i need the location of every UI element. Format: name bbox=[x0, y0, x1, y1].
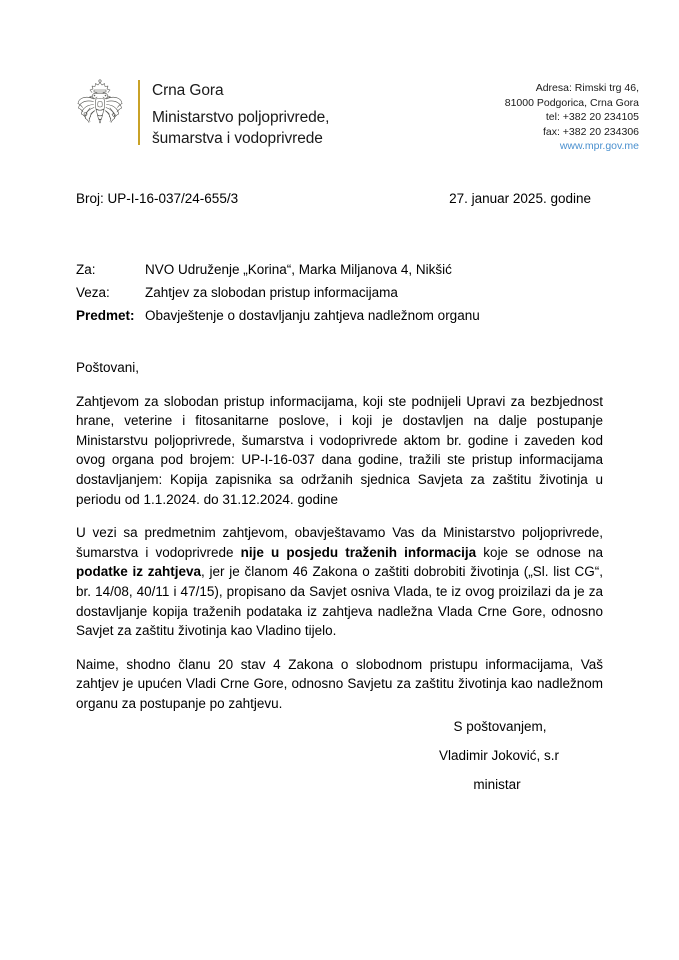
reference-value: Zahtjev za slobodan pristup informacijama bbox=[145, 285, 398, 300]
addressing-block bbox=[76, 258, 616, 327]
document-date: 27. januar 2025. godine bbox=[449, 191, 591, 206]
paragraph-2-text-1: U vezi sa predmetnim zahtjevom, obavještavamo Vas da Ministarstvo poljoprivrede, šumarstva i vodoprivrede bbox=[76, 525, 603, 560]
body-paragraph-3: Naime, shodno članu 20 stav 4 Zakona o slobodnom pristupu informacijama, Vaš zahtjev je upućen Vladi Crne Gore, odnosno Savjetu za zaštitu životinja kao nadležnom organu za postupanje po zahtjevu. bbox=[76, 656, 603, 711]
paragraph-2-emphasis-2: podatke iz zahtjeva bbox=[76, 564, 202, 580]
reference-row bbox=[76, 281, 616, 304]
document-number: Broj: UP-I-16-037/24-655/3 bbox=[76, 191, 239, 206]
letterhead-titles bbox=[152, 78, 329, 149]
recipient-label: Za: bbox=[76, 262, 96, 277]
reference-line bbox=[76, 190, 603, 208]
subject-label: Predmet: bbox=[76, 308, 135, 323]
letterhead-contact bbox=[505, 81, 639, 154]
contact-telephone: tel: +382 20 234105 bbox=[545, 111, 639, 123]
salutation: Poštovani, bbox=[76, 360, 140, 375]
subject-row bbox=[76, 304, 616, 327]
ministry-name-line-1: Ministarstvo poljoprivrede, bbox=[152, 109, 330, 126]
ministry-name-line-2: šumarstva i vodoprivrede bbox=[152, 130, 323, 147]
letter-body bbox=[76, 358, 603, 714]
contact-address-line-1: Adresa: Rimski trg 46, bbox=[535, 82, 639, 94]
contact-fax: fax: +382 20 234306 bbox=[542, 125, 639, 138]
montenegro-coat-of-arms-icon bbox=[72, 78, 128, 144]
paragraph-2-text-2: koje se odnose na bbox=[476, 544, 603, 560]
signature-block bbox=[380, 712, 610, 799]
reference-label: Veza: bbox=[76, 285, 110, 300]
body-paragraph-1: Zahtjevom za slobodan pristup informacijama, koji ste podnijeli Upravi za bezbjednost hrane, veterine i fitosanitarne poslove, i koji je dostavljen na dalje postupanje Ministarstvu poljoprivrede, šumarstva i vodoprivrede aktom br. godine i zaveden kod ovog organa pod brojem: UP-I-16-037 dana godine, tražili ste pristup informacijama dostavljanjem: Kopija zapisnika sa održanih sjednica Savjeta za zaštitu životinja u periodu od 1.1.2024. do 31.12.2024. godine bbox=[76, 393, 603, 507]
body-paragraph-2 bbox=[76, 523, 603, 641]
signature-closing: S poštovanjem, bbox=[453, 719, 547, 734]
paragraph-2-text-3: , jer je članom 46 Zakona o zaštiti dobrobiti životinja („Sl. list CG“, br. 14/08, 40/11 i 47/15), propisano da Savjet osniva Vlada, te iz ovog proizilazi da je za dostavljanje kopija traženih podataka iz zahtjeva nadležna Vlada Crne Gore, odnosno Savjet za zaštitu životinja kao Vladino tijelo. bbox=[76, 564, 603, 639]
country-name: Crna Gora bbox=[152, 82, 224, 99]
letterhead-divider bbox=[138, 80, 140, 145]
letterhead bbox=[0, 78, 679, 168]
letterhead-identity bbox=[72, 78, 329, 149]
subject-value: Obavještenje o dostavljanju zahtjeva nadležnom organu bbox=[145, 308, 480, 323]
contact-address-line-2: 81000 Podgorica, Crna Gora bbox=[504, 96, 639, 109]
signatory-title: ministar bbox=[473, 777, 521, 792]
paragraph-2-emphasis-1: nije u posjedu traženih informacija bbox=[240, 544, 477, 560]
recipient-row bbox=[76, 258, 616, 281]
signatory-name: Vladimir Joković, s.r bbox=[438, 748, 560, 763]
contact-website-link[interactable]: www.mpr.gov.me bbox=[559, 140, 639, 152]
recipient-value: NVO Udruženje „Korina“, Marka Miljanova 4, Nikšić bbox=[145, 262, 452, 277]
